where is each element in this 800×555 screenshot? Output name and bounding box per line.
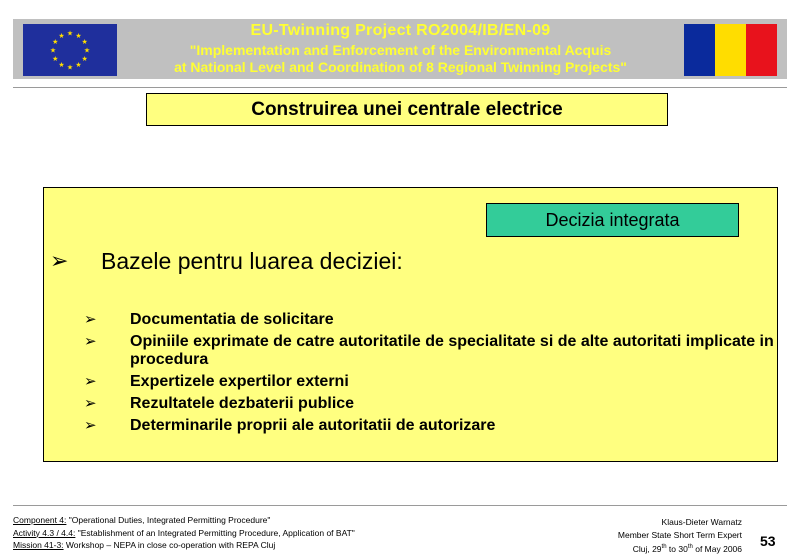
- footer-activity-line: [13, 527, 355, 540]
- eu-star-icon: ★: [75, 32, 82, 40]
- romania-flag-icon: [684, 24, 777, 76]
- footer-info: [13, 514, 355, 552]
- project-title: EU-Twinning Project RO2004/IB/EN-09: [250, 22, 551, 39]
- activity-label: Activity 4.3 / 4.4:: [13, 527, 76, 538]
- decision-badge: Decizia integrata: [486, 203, 739, 237]
- sub-bullet-text: Determinarile proprii ale autoritatii de autorizare: [130, 417, 496, 434]
- sub-bullet-item: [84, 311, 774, 329]
- project-subtitle-line1: "Implementation and Enforcement of the Environmental Acquis: [189, 42, 612, 58]
- eu-star-icon: ★: [66, 30, 74, 38]
- header-divider: [13, 87, 787, 88]
- sub-bullet-item: [84, 395, 774, 413]
- component-label: Component 4:: [13, 515, 67, 525]
- eu-star-icon: ★: [75, 62, 82, 70]
- eu-star-icon: ★: [83, 47, 91, 55]
- eu-flag-icon: [23, 24, 117, 76]
- sub-bullet-item: [84, 417, 774, 435]
- bullet-arrow-icon: ➢: [50, 248, 69, 273]
- bullet-arrow-icon: ➢: [84, 373, 97, 390]
- author-role: Member State Short Term Expert: [617, 529, 742, 540]
- main-bullet-text: Bazele pentru luarea deciziei:: [101, 248, 403, 274]
- sub-bullet-item: [84, 333, 774, 369]
- footer-mission-line: [13, 539, 355, 552]
- bullet-arrow-icon: ➢: [84, 395, 97, 412]
- sub-bullet-list: [84, 311, 774, 439]
- project-subtitle-line2: at National Level and Coordination of 8 Regional Twinning Projects": [174, 59, 627, 75]
- flag-stripe-yellow: [715, 24, 746, 76]
- mission-text: Workshop – NEPA in close co-operation with REPA Cluj: [63, 540, 276, 550]
- eu-star-icon: ★: [58, 32, 65, 40]
- eu-star-icon: ★: [81, 39, 88, 46]
- content-box: [43, 187, 778, 462]
- header-banner: [13, 19, 787, 79]
- sub-bullet-text: Documentatia de solicitare: [130, 311, 334, 328]
- eu-star-icon: ★: [52, 39, 59, 46]
- presentation-date: Cluj, 29th to 30th of May 2006: [632, 543, 742, 554]
- eu-star-icon: ★: [58, 62, 65, 70]
- sub-bullet-text: Rezultatele dezbaterii publice: [130, 395, 355, 412]
- author-name: Klaus-Dieter Warnatz: [661, 517, 742, 527]
- eu-star-icon: ★: [49, 47, 57, 55]
- bullet-arrow-icon: ➢: [84, 333, 97, 350]
- slide-title: Construirea unei centrale electrice: [146, 93, 668, 126]
- bullet-arrow-icon: ➢: [84, 311, 97, 328]
- flag-stripe-red: [746, 24, 777, 76]
- bullet-arrow-icon: ➢: [84, 417, 97, 434]
- eu-star-icon: ★: [81, 56, 88, 63]
- sub-bullet-text: Opiniile exprimate de catre autoritatile de specialitate si de alte autoritati implicate in procedura: [130, 333, 774, 368]
- activity-text: "Establishment of an Integrated Permitting Procedure, Application of BAT": [75, 527, 355, 538]
- footer-divider: [13, 505, 787, 506]
- flag-stripe-blue: [684, 24, 715, 76]
- mission-label: Mission 41-3:: [13, 540, 64, 550]
- page-number: 53: [760, 533, 776, 549]
- sub-bullet-item: [84, 373, 774, 391]
- sub-bullet-text: Expertizele expertilor externi: [130, 373, 349, 390]
- eu-star-icon: ★: [52, 56, 59, 63]
- footer-author-info: [560, 516, 742, 555]
- eu-star-icon: ★: [66, 64, 74, 72]
- component-text: "Operational Duties, Integrated Permitting Procedure": [66, 515, 271, 525]
- footer-component-line: [13, 514, 355, 527]
